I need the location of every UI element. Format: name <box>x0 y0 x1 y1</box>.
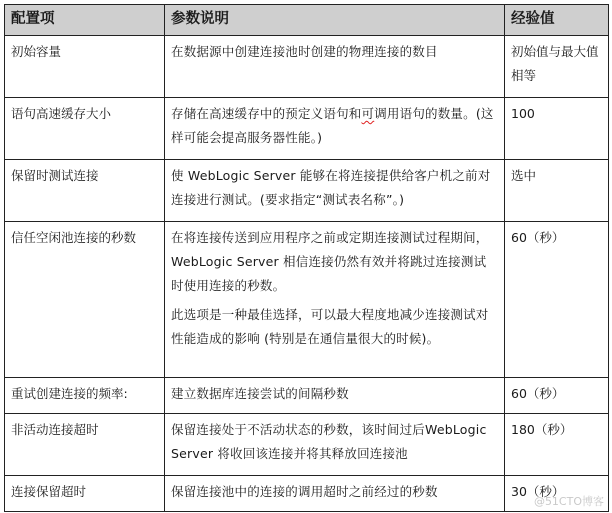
recommended-value-cell: 60（秒） <box>505 378 609 414</box>
desc-paragraph: 使 WebLogic Server 能够在将连接提供给客户机之前对连接进行测试。(要求指定“测试表名称”。) <box>171 168 491 207</box>
desc-paragraph <box>171 102 498 150</box>
desc-text: 调用语句的数量。(这样可能会提高服务器性能。) <box>171 106 494 145</box>
table-row <box>5 222 609 378</box>
header-recommended-value: 经验值 <box>505 5 609 36</box>
param-desc-cell <box>165 160 505 222</box>
recommended-value-cell: 选中 <box>505 160 609 222</box>
table-row <box>5 160 609 222</box>
config-item-cell: 非活动连接超时 <box>5 414 165 476</box>
param-desc-cell <box>165 414 505 476</box>
table-row <box>5 378 609 414</box>
param-desc-cell <box>165 98 505 160</box>
table-row <box>5 36 609 98</box>
config-item-cell: 初始容量 <box>5 36 165 98</box>
table-row <box>5 98 609 160</box>
header-config-item: 配置项 <box>5 5 165 36</box>
config-table <box>4 4 609 512</box>
recommended-value-cell: 30（秒） <box>505 476 609 512</box>
header-param-desc: 参数说明 <box>165 5 505 36</box>
watermark: @51CTO博客 <box>533 495 604 508</box>
desc-paragraph: 保留连接池中的连接的调用超时之前经过的秒数 <box>171 484 438 499</box>
desc-paragraph: 保留连接处于不活动状态的秒数，该时间过后WebLogic Server 将收回该连接并将其释放回连接池 <box>171 422 487 461</box>
config-item-cell: 语句高速缓存大小 <box>5 98 165 160</box>
param-desc-cell <box>165 476 505 512</box>
header-row <box>5 5 609 36</box>
config-item-cell: 保留时测试连接 <box>5 160 165 222</box>
param-desc-cell <box>165 222 505 378</box>
table-row <box>5 414 609 476</box>
param-desc-cell <box>165 36 505 98</box>
table-row <box>5 476 609 512</box>
recommended-value-cell: 100 <box>505 98 609 160</box>
desc-paragraph: 在数据源中创建连接池时创建的物理连接的数目 <box>171 44 438 59</box>
recommended-value-cell: 180（秒） <box>505 414 609 476</box>
desc-text: 存储在高速缓存中的预定义语句和 <box>171 106 362 121</box>
param-desc-cell <box>165 378 505 414</box>
recommended-value-cell: 60（秒） <box>505 222 609 378</box>
config-item-cell: 信任空闲池连接的秒数 <box>5 222 165 378</box>
config-item-cell: 重试创建连接的频率: <box>5 378 165 414</box>
config-item-cell: 连接保留超时 <box>5 476 165 512</box>
spellcheck-underlined-text: 可 <box>361 106 375 121</box>
desc-paragraph: 在将连接传送到应用程序之前或定期连接测试过程期间，WebLogic Server 相信连接仍然有效并将跳过连接测试时使用连接的秒数。 <box>171 230 489 293</box>
desc-paragraph: 此选项是一种最佳选择，可以最大程度地减少连接测试对性能造成的影响 (特别是在通信量很大的时候)。 <box>171 307 489 346</box>
recommended-value-cell: 初始值与最大值相等 <box>505 36 609 98</box>
desc-paragraph: 建立数据库连接尝试的间隔秒数 <box>171 386 349 401</box>
